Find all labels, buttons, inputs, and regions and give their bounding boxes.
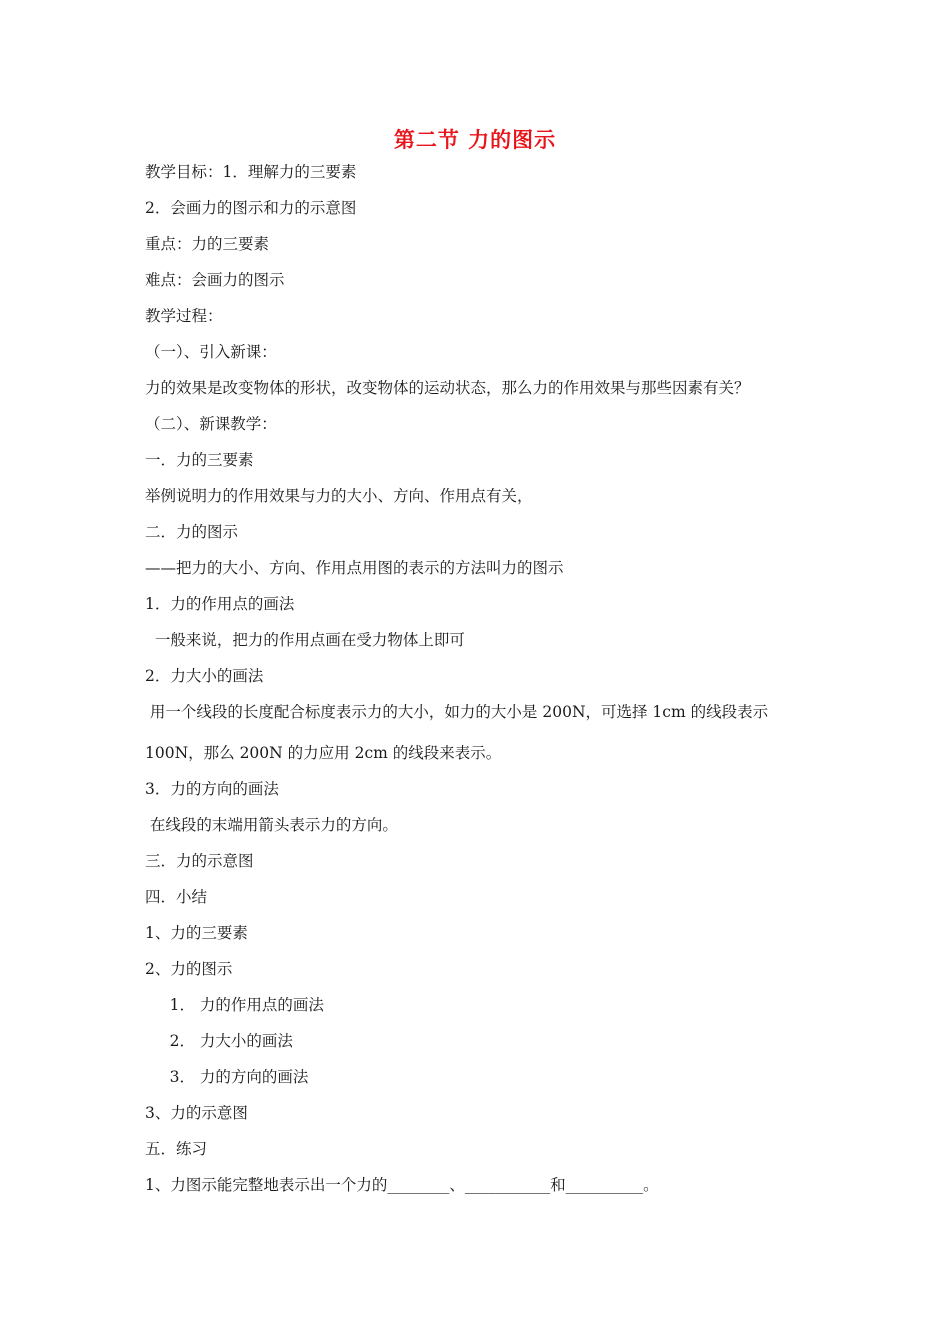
text-line-point-2-desc-cont: 100N，那么 200N 的力应用 2cm 的线段来表示。 (145, 744, 502, 762)
text-line-objective-2: 2．会画力的图示和力的示意图 (145, 199, 357, 217)
text-line-definition: ——把力的大小、方向、作用点用图的表示的方法叫力的图示 (145, 559, 564, 577)
text-line-summary-2-1: 1． 力的作用点的画法 (145, 996, 324, 1014)
text-line-section-2: 二．力的图示 (145, 523, 239, 541)
text-line-summary-2: 2、力的图示 (145, 960, 233, 978)
text-line-section-1: 一．力的三要素 (145, 451, 254, 469)
text-line-summary-3: 3、力的示意图 (145, 1104, 248, 1122)
text-line-point-2-desc: 用一个线段的长度配合标度表示力的大小，如力的大小是 200N，可选择 1cm 的线段表示 (145, 703, 769, 721)
text-line-summary-1: 1、力的三要素 (145, 924, 248, 942)
text-line-summary-2-2: 2． 力大小的画法 (145, 1032, 293, 1050)
text-line-key-point: 重点：力的三要素 (145, 235, 270, 253)
text-line-intro-question: 力的效果是改变物体的形状，改变物体的运动状态，那么力的作用效果与那些因素有关？ (145, 379, 750, 397)
text-line-intro-heading: （一）、引入新课： (145, 343, 277, 361)
text-line-example: 举例说明力的作用效果与力的大小、方向、作用点有关， (145, 487, 533, 505)
text-line-point-2: 2．力大小的画法 (145, 667, 264, 685)
text-line-section-5: 五．练习 (145, 1140, 208, 1158)
text-line-new-lesson-heading: （二）、新课教学： (145, 415, 277, 433)
text-line-summary-2-3: 3． 力的方向的画法 (145, 1068, 309, 1086)
text-line-difficulty: 难点：会画力的图示 (145, 271, 285, 289)
text-line-point-1-desc: 一般来说，把力的作用点画在受力物体上即可 (145, 631, 465, 649)
text-line-point-3: 3．力的方向的画法 (145, 780, 279, 798)
text-line-objective: 教学目标：1．理解力的三要素 (145, 163, 357, 181)
text-line-process: 教学过程： (145, 307, 223, 325)
text-line-point-1: 1．力的作用点的画法 (145, 595, 295, 613)
text-line-section-3: 三．力的示意图 (145, 852, 254, 870)
text-line-section-4: 四．小结 (145, 888, 208, 906)
text-line-exercise-1: 1、力图示能完整地表示出一个力的________、___________和__________。 (145, 1176, 659, 1194)
text-line-point-3-desc: 在线段的末端用箭头表示力的方向。 (145, 816, 398, 834)
page-title: 第二节 力的图示 (393, 128, 557, 152)
